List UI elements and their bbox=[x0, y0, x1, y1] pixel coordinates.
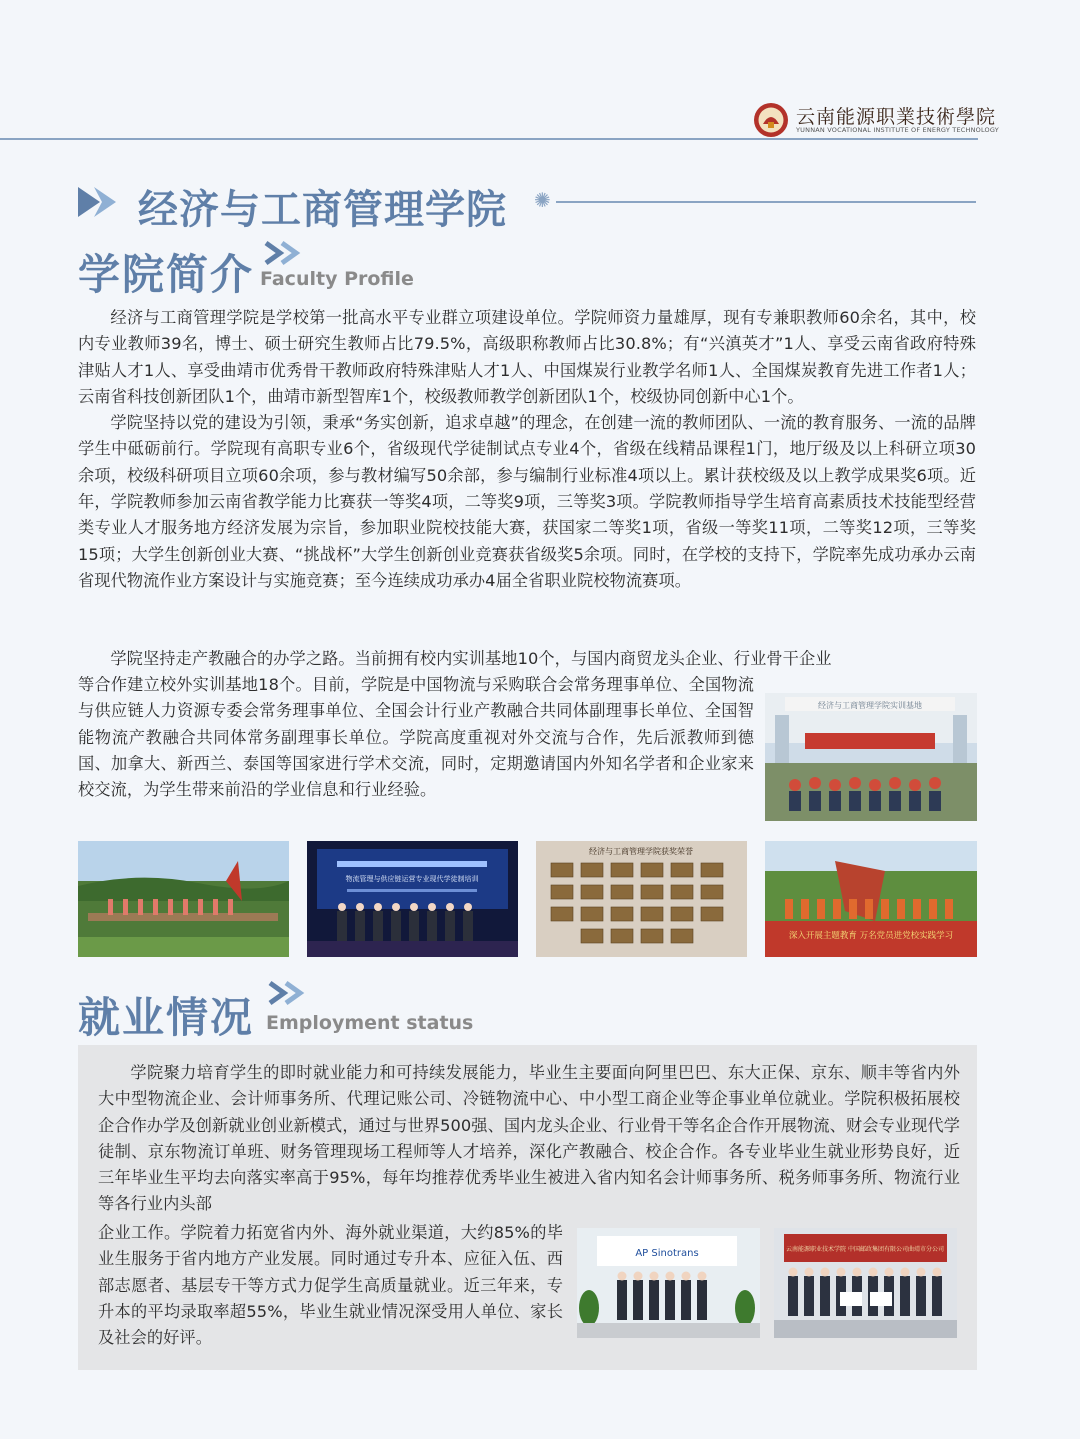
school-logo-icon bbox=[753, 102, 789, 138]
header-divider bbox=[0, 138, 978, 140]
department-title: 经济与工商管理学院 bbox=[138, 187, 507, 233]
stage-group-photo bbox=[307, 841, 518, 957]
stage-banner-text: 物流管理与供应链运营专业现代学徒制培训 bbox=[345, 875, 479, 883]
profile-paragraph-3-lead: 学院坚持走产教融合的办学之路。当前拥有校内实训基地10个，与国内商贸龙头企业、行业骨干企业 bbox=[110, 649, 832, 668]
honor-wall-photo bbox=[536, 841, 747, 957]
enterprise-visit-photo bbox=[577, 1228, 760, 1338]
employment-paragraph: 学院聚力培育学生的即时就业能力和可持续发展能力，毕业生主要面向阿里巴巴、东大正保、京东、顺丰等省内外大中型物流企业、会计师事务所、代理记账公司、冷链物流中心、中小型工商企业等企事业单位就业。学院积极拓展校企合作办学及创新就业创业新模式，通过与世界500强、国内龙头企业、行业骨干等名企合作开展物流、财会专业现代学徒制、京东物流订单班、财务管理现场工程师等人才培养，深化产教融合、校企合作。各专业毕业生就业形势良好，近三年毕业生平均去向落实率高于95%，每年均推荐优秀毕业生被进入省内知名会计师事务所、税务师事务所、物流行业等各行业内头部 bbox=[98, 1063, 960, 1214]
signing-banner-text: 云南能源职业技术学院 中国邮政集团有限公司曲靖市分公司 bbox=[786, 1246, 944, 1253]
employment-paragraph-continued: 企业工作。学院着力拓宽省内外、海外就业渠道，大约85%的毕业生服务于省内地方产业发展。同时通过专升本、应征入伍、西部志愿者、基层专干等方式力促学生高质量就业。近三年来，专升本的平均录取率超55%，毕业生就业情况深受用人单位、家长及社会的好评。 bbox=[98, 1223, 563, 1348]
honor-wall-title: 经济与工商管理学院获奖荣誉 bbox=[589, 847, 693, 856]
school-name-en: YUNNAN VOCATIONAL INSTITUTE OF ENERGY TECHNOLOGY bbox=[796, 126, 999, 134]
enterprise-logos: AP Sinotrans bbox=[635, 1248, 699, 1259]
chevron-right-icon bbox=[262, 240, 306, 266]
employment-heading: 就业情况 bbox=[78, 993, 255, 1042]
party-education-photo bbox=[765, 841, 977, 957]
profile-paragraph-2: 学院坚持以党的建设为引领，秉承“务实创新，追求卓越”的理念，在创建一流的教师团队、一流的教育服务、一流的品牌学生中砥砺前行。学院现有高职专业6个，省级现代学徒制试点专业4个，省级在线精品课程1门，地厅级及以上科研立项30余项，校级科研项目立项60余项，参与教材编写50余部，参与编制行业标准4项以上。累计获校级及以上教学成果奖6项。近年，学院教师参加云南省教学能力比赛获一等奖4项，二等奖9项，三等奖3项。学院教师指导学生培育高素质技术技能型经营类专业人才服务地方经济发展为宗旨，参加职业院校技能大赛，获国家二等奖1项，省级一等奖11项，二等奖12项，三等奖15项；大学生创新创业大赛、“挑战杯”大学生创新创业竞赛获省级奖5余项。同时，在学校的支持下，学院率先成功承办云南省现代物流作业方案设计与实施竞赛；至今连续成功承办4届全省职业院校物流赛项。 bbox=[78, 413, 976, 590]
outdoor-students-photo bbox=[78, 841, 289, 957]
title-divider bbox=[556, 201, 976, 203]
profile-heading: 学院简介 bbox=[78, 250, 255, 299]
training-base-photo bbox=[765, 693, 977, 821]
profile-paragraph-3: 等合作建立校外实训基地18个。目前，学院是中国物流与采购联合会常务理事单位、全国物流与供应链人力资源专委会常务理事单位、全国会计行业产教融合共同体副理事长单位、全国智能物流产教融合共同体常务副理事长单位。学院高度重视对外交流与合作，先后派教师到德国、加拿大、新西兰、泰国等国家进行学术交流，同时，定期邀请国内外知名学者和企业家来校交流，为学生带来前沿的学业信息和行业经验。 bbox=[78, 675, 754, 800]
profile-paragraph-1: 经济与工商管理学院是学校第一批高水平专业群立项建设单位。学院师资力量雄厚，现有专兼职教师60余名，其中，校内专业教师39名，博士、硕士研究生教师占比79.5%，高级职称教师占比30.8%；有“兴滇英才”1人、享受云南省政府特殊津贴人才1人、享受曲靖市优秀骨干教师政府特殊津贴人才1人、中国煤炭行业教学名师1人、全国煤炭教育先进工作者1人；云南省科技创新团队1个，曲靖市新型智库1个，校级教师教学创新团队1个，校级协同创新中心1个。 bbox=[78, 308, 976, 406]
school-name-cn: 云南能源职業技術學院 bbox=[796, 106, 997, 128]
building-sign-text: 经济与工商管理学院实训基地 bbox=[818, 701, 922, 710]
chevron-right-icon bbox=[266, 980, 310, 1006]
chevron-right-icon bbox=[78, 184, 128, 220]
employment-heading-en: Employment status bbox=[266, 1012, 474, 1034]
profile-body bbox=[78, 305, 976, 594]
red-banner-text: 深入开展主题教育 万名党员进党校实践学习 bbox=[788, 931, 954, 941]
sparkle-icon: ✺ bbox=[534, 188, 551, 212]
signing-ceremony-photo bbox=[774, 1228, 957, 1338]
profile-heading-en: Faculty Profile bbox=[260, 268, 414, 290]
